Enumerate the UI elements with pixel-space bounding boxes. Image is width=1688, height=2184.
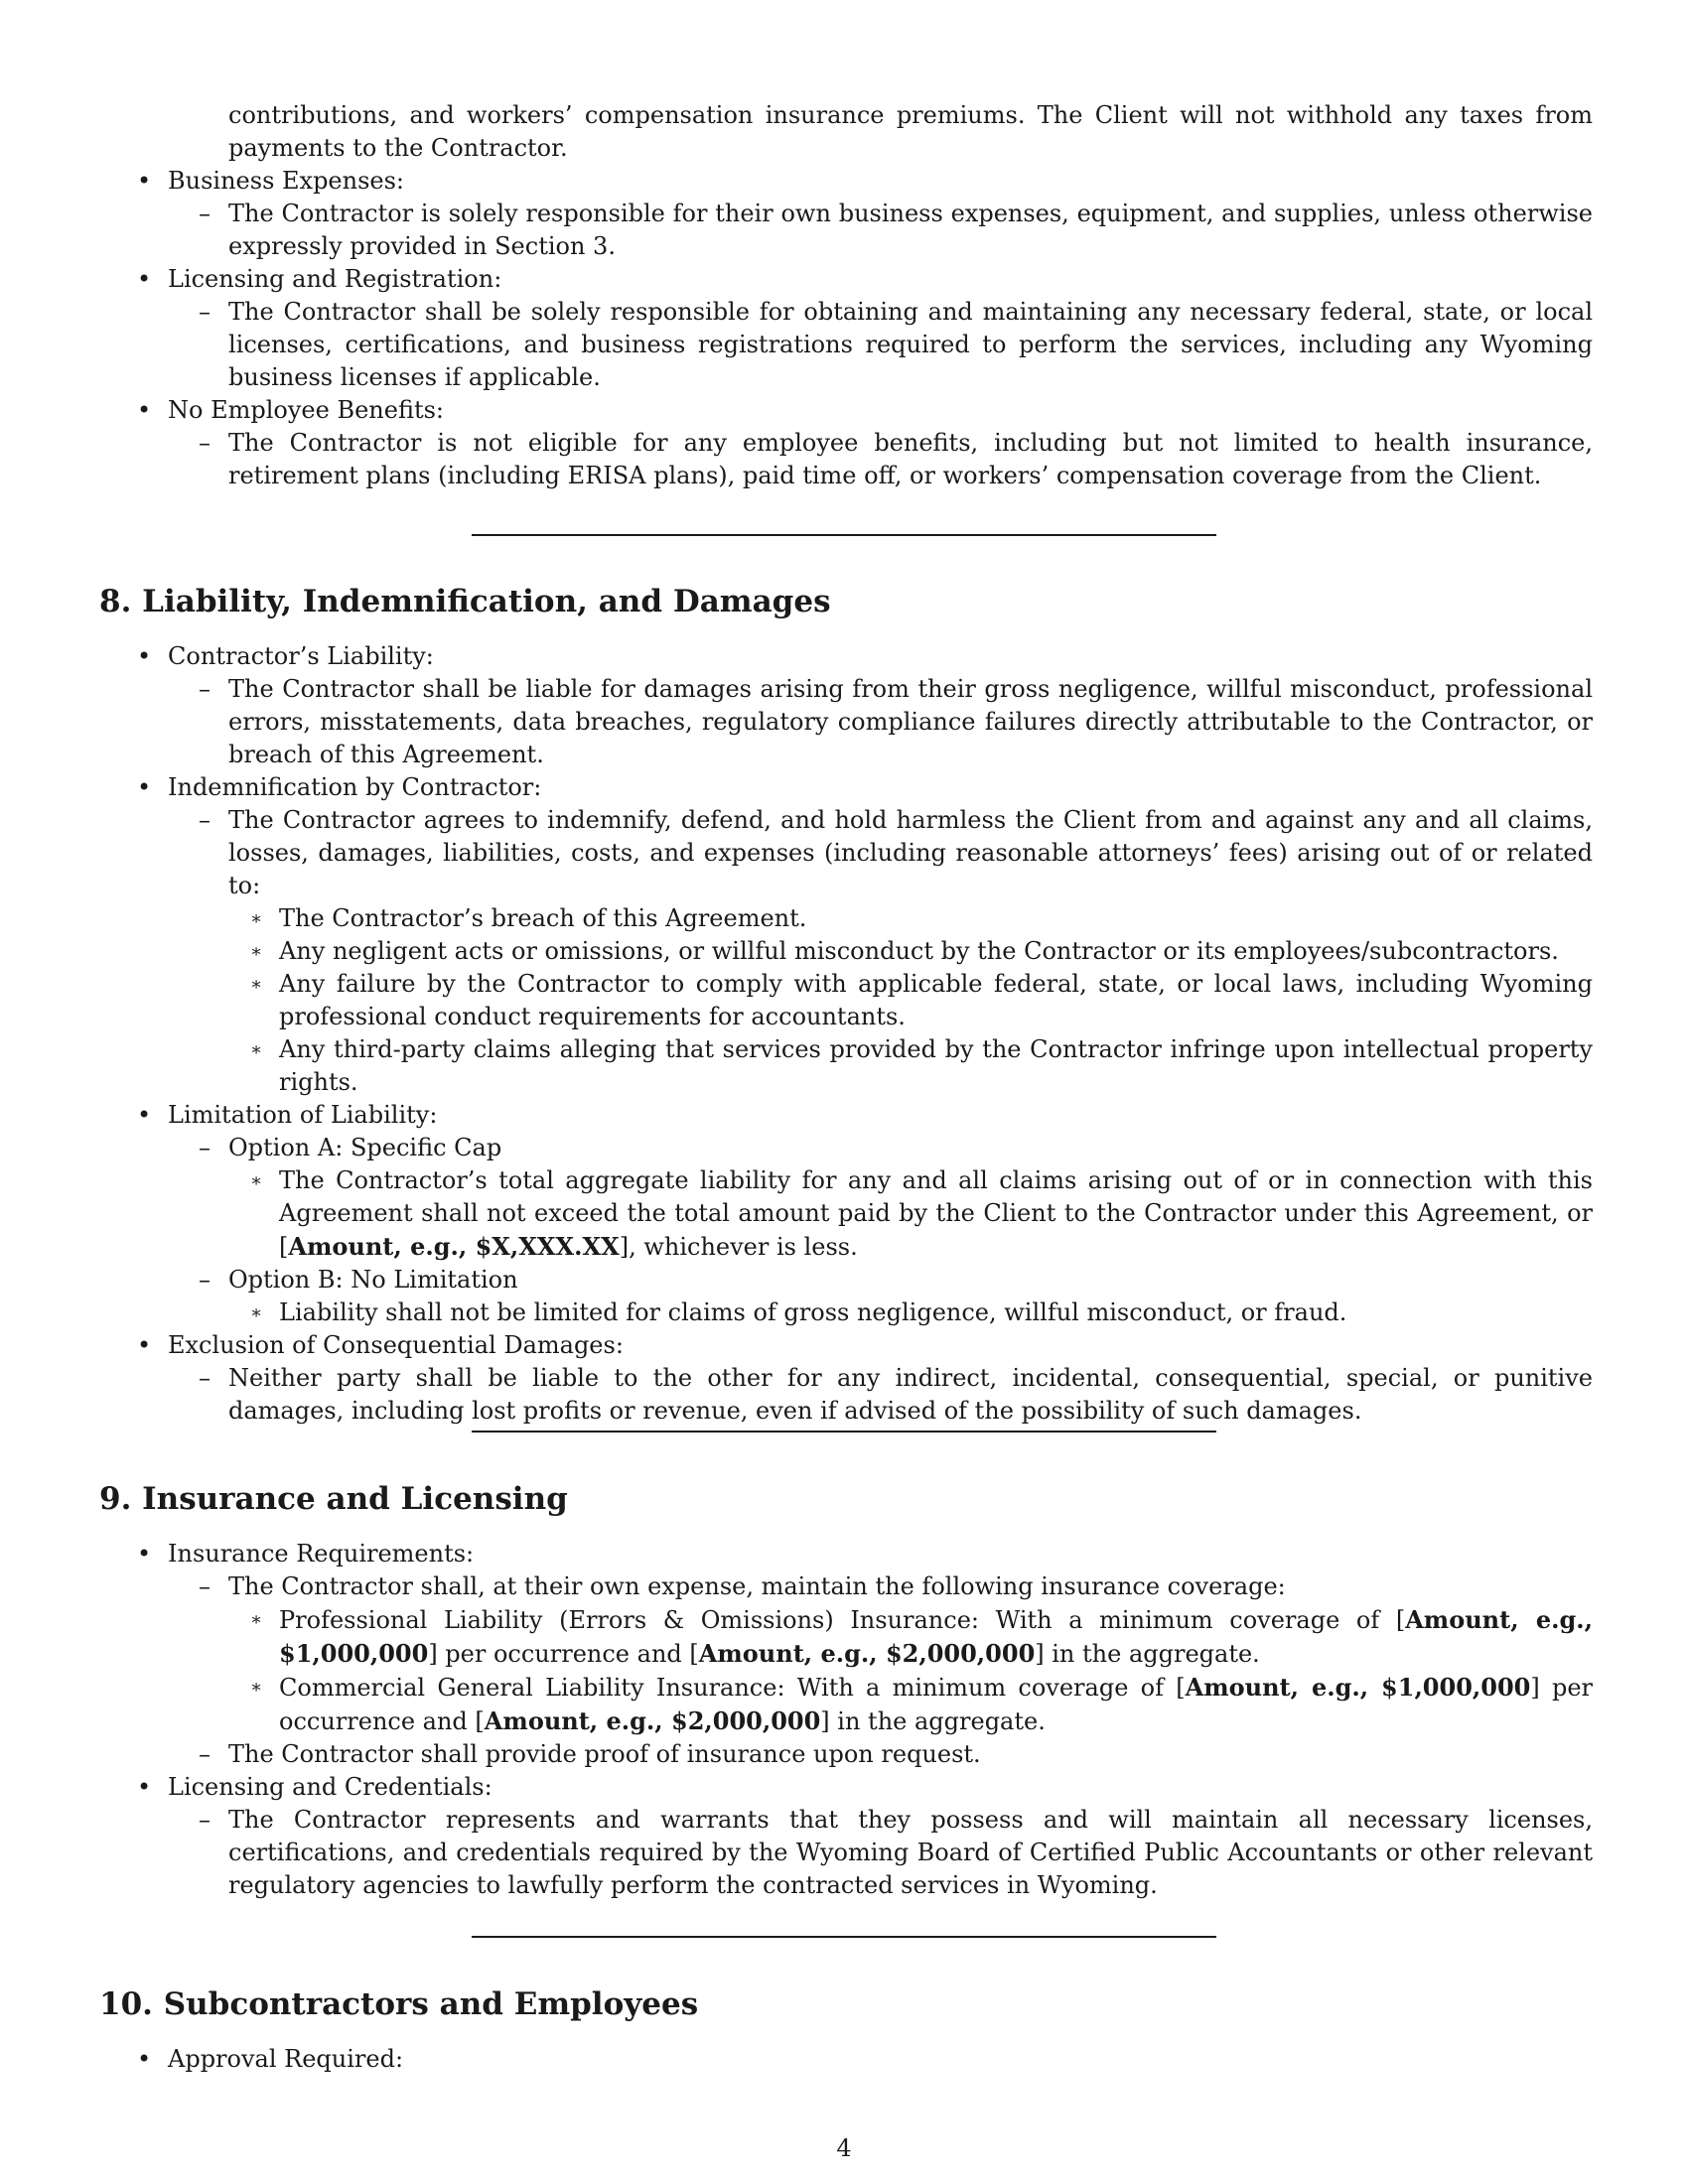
indemnification-point: ∗ The Contractor’s breach of this Agreement.: [250, 904, 807, 932]
bullet-indemnification: • Indemnification by Contractor:: [137, 773, 542, 801]
option-a-text: ∗ The Contractor’s total aggregate liability for any and all claims arising out of or in connection with this Agreement shall not exceed the total amount paid by the Client to the Contractor under this Agreement, or [Amount, e.g., $X,XXX.XX], whichever is less.: [250, 1166, 1593, 1261]
section-divider: [472, 1936, 1216, 1938]
sub-licensing-credentials: – The Contractor represents and warrants that they possess and will maintain all necessary licenses, certifications, and credentials required by the Wyoming Board of Certified Public Accountants or other relevant regulatory agencies to lawfully perform the contracted services in Wyoming.: [199, 1806, 1593, 1899]
section-8-heading: 8. Liability, Indemnification, and Damages: [99, 584, 831, 619]
option-a-amount: Amount, e.g., $X,XXX.XX: [288, 1232, 620, 1261]
section-9-heading: 9. Insurance and Licensing: [99, 1481, 568, 1517]
bullet-licensing-credentials: • Licensing and Credentials:: [137, 1773, 492, 1801]
section-8-body: [0, 640, 1688, 1428]
section-10-body: [0, 2043, 1688, 2076]
section-divider: [472, 1431, 1216, 1433]
indemnification-point: ∗ Any failure by the Contractor to comply with applicable federal, state, or local laws, including Wyoming professional conduct requirements for accountants.: [250, 970, 1593, 1030]
sub-business-expenses: – The Contractor is solely responsible for their own business expenses, equipment, and supplies, unless otherwise expressly provided in Section 3.: [199, 200, 1593, 260]
sub-insurance-requirements: – The Contractor shall, at their own expense, maintain the following insurance coverage:: [199, 1572, 1286, 1600]
sub-proof-of-insurance: – The Contractor shall provide proof of insurance upon request.: [199, 1740, 981, 1768]
page-number: 4: [836, 2134, 852, 2162]
bullet-no-employee-benefits: • No Employee Benefits:: [137, 396, 444, 424]
bullet-licensing-registration: • Licensing and Registration:: [137, 265, 502, 293]
bullet-business-expenses: • Business Expenses:: [137, 167, 405, 195]
bullet-insurance-requirements: • Insurance Requirements:: [137, 1540, 475, 1568]
option-b-text: ∗ Liability shall not be limited for claims of gross negligence, willful misconduct, or fraud.: [250, 1298, 1347, 1326]
sub-no-employee-benefits: – The Contractor is not eligible for any employee benefits, including but not limited to health insurance, retirement plans (including ERISA plans), paid time off, or workers’ compensation coverage from the Client.: [199, 429, 1593, 489]
professional-liability-item: ∗ Professional Liability (Errors & Omissions) Insurance: With a minimum coverage of [Amount, e.g., $1,000,000] per occurrence and [Amount, e.g., $2,000,000] in the aggregate.: [250, 1605, 1593, 1668]
sub-exclusion: – Neither party shall be liable to the other for any indirect, incidental, consequential, special, or punitive damages, including lost profits or revenue, even if advised of the possibility of such damages.: [199, 1364, 1593, 1425]
option-a-label: – Option A: Specific Cap: [199, 1134, 502, 1161]
sub-licensing-registration: – The Contractor shall be solely responsible for obtaining and maintaining any necessary federal, state, or local licenses, certifications, and business registrations required to perform the services, including any Wyoming business licenses if applicable.: [199, 298, 1593, 391]
section-10-heading: 10. Subcontractors and Employees: [99, 1986, 699, 2022]
bullet-contractor-liability: • Contractor’s Liability:: [137, 642, 434, 670]
section-divider: [472, 534, 1216, 536]
section-9-body: [0, 1538, 1688, 1902]
bullet-exclusion: • Exclusion of Consequential Damages:: [137, 1331, 624, 1359]
bullet-approval-required: • Approval Required:: [137, 2045, 404, 2073]
intro-block: [0, 99, 1688, 492]
general-liability-item: ∗ Commercial General Liability Insurance: With a minimum coverage of [Amount, e.g., $1,000,000] per occurrence and [Amount, e.g., $2,000,000] in the aggregate.: [250, 1673, 1594, 1735]
indemnification-point: ∗ Any third-party claims alleging that services provided by the Contractor infringe upon intellectual property rights.: [250, 1035, 1593, 1096]
sub-indemnification: – The Contractor agrees to indemnify, defend, and hold harmless the Client from and against any and all claims, losses, damages, liabilities, costs, and expenses (including reasonable attorneys’ fees) arising out of or related to:: [199, 806, 1593, 899]
bullet-limitation: • Limitation of Liability:: [137, 1101, 438, 1129]
indemnification-point: ∗ Any negligent acts or omissions, or willful misconduct by the Contractor or its employees/subcontractors.: [250, 937, 1559, 965]
sub-contractor-liability: – The Contractor shall be liable for damages arising from their gross negligence, willful misconduct, professional errors, misstatements, data breaches, regulatory compliance failures directly attributable to the Contractor, or breach of this Agreement.: [199, 675, 1593, 768]
intro-continuation: contributions, and workers’ compensation insurance premiums. The Client will not withhold any taxes from payments to the Contractor.: [228, 101, 1593, 162]
option-b-label: – Option B: No Limitation: [199, 1266, 518, 1294]
